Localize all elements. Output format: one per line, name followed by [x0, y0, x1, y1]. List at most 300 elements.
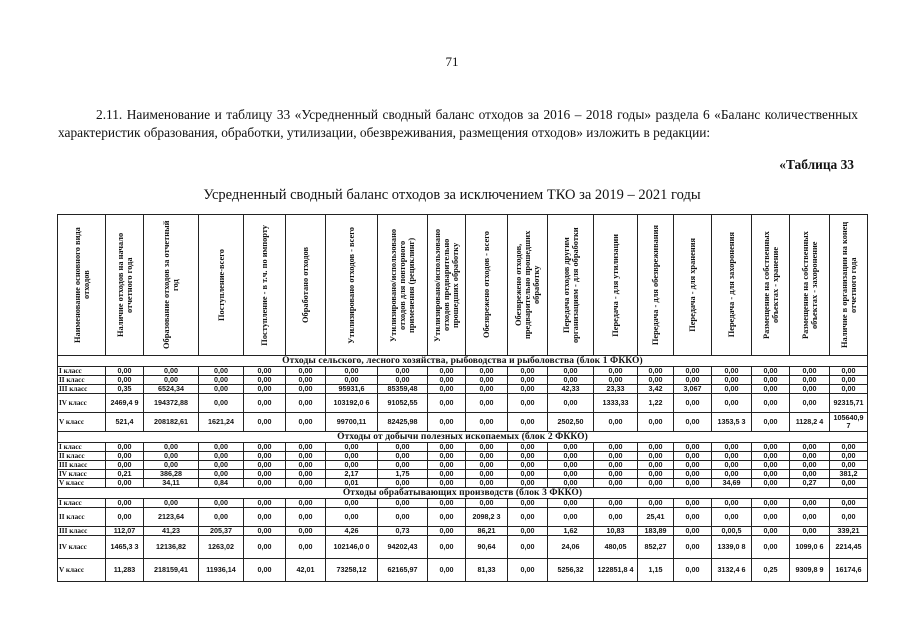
value-cell: 0,01 — [326, 479, 378, 488]
column-header — [199, 215, 244, 356]
table-caption: Усредненный сводный баланс отходов за исключением ТКО за 2019 – 2021 годы — [203, 187, 701, 203]
value-cell: 5256,32 — [548, 559, 594, 582]
value-cell: 0,00 — [790, 527, 830, 536]
value-cell: 0,00 — [466, 461, 508, 470]
value-cell: 2098,2 3 — [466, 508, 508, 527]
column-header — [674, 215, 712, 356]
value-cell: 0,00 — [199, 385, 244, 394]
value-cell: 218159,41 — [144, 559, 199, 582]
column-header — [790, 215, 830, 356]
value-cell: 99700,11 — [326, 413, 378, 432]
value-cell: 0,00 — [548, 470, 594, 479]
value-cell: 0,00 — [674, 367, 712, 376]
waste-balance-table — [57, 214, 868, 582]
value-cell: 2,17 — [326, 470, 378, 479]
value-cell: 0,00 — [144, 452, 199, 461]
value-cell: 0,00 — [594, 413, 638, 432]
value-cell: 0,00 — [752, 470, 790, 479]
value-cell: 0,00 — [326, 499, 378, 508]
value-cell: 0,00 — [548, 508, 594, 527]
header-row — [58, 215, 868, 356]
table-row — [58, 413, 868, 432]
column-header-label: Утилизировано отходов - всего — [347, 226, 356, 344]
hazard-class-cell: I класс — [58, 443, 106, 452]
page-number: 71 — [445, 54, 459, 69]
value-cell: 0,00 — [428, 376, 466, 385]
column-header — [752, 215, 790, 356]
value-cell: 11936,14 — [199, 559, 244, 582]
column-header-label: Передача - для обезвреживания — [651, 224, 660, 346]
value-cell: 0,00 — [712, 394, 752, 413]
value-cell: 0,00 — [244, 508, 286, 527]
column-header-label: Размещение на собственных объектах - хранение — [761, 231, 780, 339]
value-cell: 0,00 — [286, 376, 326, 385]
value-cell: 0,00 — [144, 367, 199, 376]
value-cell: 0,00 — [286, 367, 326, 376]
value-cell: 10,83 — [594, 527, 638, 536]
value-cell: 12136,82 — [144, 536, 199, 559]
hazard-class-cell: III класс — [58, 461, 106, 470]
table-row — [58, 479, 868, 488]
value-cell: 0,00 — [674, 536, 712, 559]
value-cell: 0,00 — [548, 479, 594, 488]
value-cell: 0,00 — [830, 385, 868, 394]
value-cell: 0,00 — [790, 499, 830, 508]
value-cell: 92315,71 — [830, 394, 868, 413]
value-cell: 0,00 — [244, 536, 286, 559]
value-cell: 1621,24 — [199, 413, 244, 432]
value-cell: 0,00 — [638, 461, 674, 470]
value-cell: 0,00 — [830, 479, 868, 488]
value-cell: 0,00 — [428, 499, 466, 508]
value-cell: 0,00 — [244, 385, 286, 394]
value-cell: 0,00 — [712, 367, 752, 376]
column-header — [508, 215, 548, 356]
value-cell: 0,00 — [638, 413, 674, 432]
value-cell: 0,00 — [244, 499, 286, 508]
table-row — [58, 443, 868, 452]
value-cell: 0,00 — [752, 413, 790, 432]
hazard-class-cell: IV класс — [58, 536, 106, 559]
column-header-label: Обезврежено отходов - всего — [482, 231, 491, 339]
value-cell: 0,00 — [594, 443, 638, 452]
value-cell: 0,00 — [244, 394, 286, 413]
value-cell: 0,00 — [286, 413, 326, 432]
value-cell: 0,00 — [199, 443, 244, 452]
value-cell: 0,00 — [548, 376, 594, 385]
value-cell: 0,00 — [830, 452, 868, 461]
column-header-label: Размещение на собственных объектах - захоронение — [800, 231, 819, 339]
value-cell: 0,00 — [199, 376, 244, 385]
value-cell: 0,00 — [428, 443, 466, 452]
value-cell: 0,00 — [752, 376, 790, 385]
column-header — [466, 215, 508, 356]
value-cell: 122851,8 4 — [594, 559, 638, 582]
value-cell: 0,00 — [378, 452, 428, 461]
value-cell: 0,00 — [286, 527, 326, 536]
value-cell: 0,00 — [466, 413, 508, 432]
value-cell: 0,00 — [199, 499, 244, 508]
column-header — [58, 215, 106, 356]
value-cell: 0,00 — [674, 470, 712, 479]
column-header — [106, 215, 144, 356]
hazard-class-cell: IV класс — [58, 394, 106, 413]
hazard-class-cell: II класс — [58, 376, 106, 385]
value-cell: 0,00 — [378, 461, 428, 470]
value-cell: 0,00 — [594, 367, 638, 376]
column-header-label: Передача отходов другим организациям - для обработки — [561, 227, 580, 343]
table-row — [58, 470, 868, 479]
value-cell: 0,00 — [199, 394, 244, 413]
hazard-class-cell: II класс — [58, 508, 106, 527]
column-header — [244, 215, 286, 356]
value-cell: 386,28 — [144, 470, 199, 479]
value-cell: 0,00 — [466, 470, 508, 479]
value-cell: 0,84 — [199, 479, 244, 488]
value-cell: 0,00 — [790, 461, 830, 470]
value-cell: 0,00 — [144, 443, 199, 452]
value-cell: 208182,61 — [144, 413, 199, 432]
value-cell: 103192,0 6 — [326, 394, 378, 413]
value-cell: 0,00 — [286, 443, 326, 452]
value-cell: 0,00 — [199, 470, 244, 479]
value-cell: 0,00 — [378, 479, 428, 488]
value-cell: 0,00 — [144, 376, 199, 385]
value-cell: 1,62 — [548, 527, 594, 536]
value-cell: 0,00 — [508, 470, 548, 479]
value-cell: 42,33 — [548, 385, 594, 394]
value-cell: 0,00 — [752, 385, 790, 394]
amendment-text: 2.11. Наименование и таблицу 33 «Усредненный сводный баланс отходов за 2016 – 2018 годы» раздела 6 «Баланс количественных характеристик образования, обработки, утилизации, обезвреживания, размещения отходов» изложить в редакции: — [58, 107, 858, 140]
value-cell: 0,00 — [638, 470, 674, 479]
column-header — [712, 215, 752, 356]
value-cell: 0,00 — [244, 376, 286, 385]
value-cell: 0,00 — [508, 499, 548, 508]
value-cell: 0,00 — [638, 367, 674, 376]
value-cell: 0,00 — [244, 479, 286, 488]
value-cell: 0,21 — [106, 470, 144, 479]
value-cell: 0,00 — [466, 376, 508, 385]
value-cell: 0,00 — [830, 461, 868, 470]
value-cell: 0,00 — [286, 461, 326, 470]
value-cell: 0,00 — [712, 461, 752, 470]
value-cell: 9309,8 9 — [790, 559, 830, 582]
value-cell: 0,00 — [548, 461, 594, 470]
value-cell: 183,89 — [638, 527, 674, 536]
value-cell: 0,00 — [466, 479, 508, 488]
value-cell: 0,00,5 — [712, 527, 752, 536]
column-header — [378, 215, 428, 356]
value-cell: 0,00 — [286, 452, 326, 461]
value-cell: 0,00 — [428, 385, 466, 394]
value-cell: 25,41 — [638, 508, 674, 527]
table-row — [58, 499, 868, 508]
value-cell: 3132,4 6 — [712, 559, 752, 582]
value-cell: 0,00 — [508, 452, 548, 461]
value-cell: 0,00 — [790, 508, 830, 527]
value-cell: 0,00 — [752, 508, 790, 527]
value-cell: 0,00 — [638, 452, 674, 461]
column-header — [548, 215, 594, 356]
value-cell: 1353,5 3 — [712, 413, 752, 432]
value-cell: 0,00 — [244, 367, 286, 376]
value-cell: 0,00 — [752, 527, 790, 536]
value-cell: 0,00 — [508, 559, 548, 582]
value-cell: 0,00 — [594, 470, 638, 479]
value-cell: 1099,0 6 — [790, 536, 830, 559]
value-cell: 0,00 — [286, 479, 326, 488]
value-cell: 24,06 — [548, 536, 594, 559]
block-header-row — [58, 432, 868, 443]
value-cell: 0,00 — [428, 413, 466, 432]
value-cell: 90,64 — [466, 536, 508, 559]
column-header-label: Образование отходов за отчетный год — [162, 220, 180, 350]
table-row — [58, 527, 868, 536]
column-header — [638, 215, 674, 356]
value-cell: 0,00 — [594, 376, 638, 385]
value-cell: 102146,0 0 — [326, 536, 378, 559]
value-cell: 0,00 — [106, 499, 144, 508]
column-header — [830, 215, 868, 356]
value-cell: 85359,48 — [378, 385, 428, 394]
value-cell: 0,00 — [378, 499, 428, 508]
value-cell: 0,00 — [428, 536, 466, 559]
value-cell: 0,00 — [326, 443, 378, 452]
value-cell: 0,00 — [674, 452, 712, 461]
value-cell: 0,00 — [244, 559, 286, 582]
value-cell: 3,42 — [638, 385, 674, 394]
value-cell: 0,00 — [286, 508, 326, 527]
value-cell: 6524,34 — [144, 385, 199, 394]
block-header-row — [58, 356, 868, 367]
value-cell: 0,00 — [466, 452, 508, 461]
value-cell: 0,00 — [508, 443, 548, 452]
value-cell: 0,00 — [752, 479, 790, 488]
column-header — [144, 215, 199, 356]
value-cell: 0,00 — [752, 536, 790, 559]
value-cell: 0,00 — [326, 508, 378, 527]
value-cell: 0,00 — [244, 413, 286, 432]
column-header-label: Передача - для утилизации — [611, 233, 620, 337]
value-cell: 0,00 — [428, 479, 466, 488]
value-cell: 1,75 — [378, 470, 428, 479]
value-cell: 0,00 — [106, 376, 144, 385]
value-cell: 2502,50 — [548, 413, 594, 432]
value-cell: 0,00 — [244, 443, 286, 452]
column-header-label: Передача - для хранения — [688, 238, 697, 332]
value-cell: 0,00 — [106, 443, 144, 452]
value-cell: 0,00 — [712, 470, 752, 479]
value-cell: 0,00 — [106, 461, 144, 470]
column-header-label: Поступление - в т.ч. по импорту — [260, 224, 269, 346]
value-cell: 0,00 — [790, 376, 830, 385]
value-cell: 0,00 — [508, 367, 548, 376]
value-cell: 0,00 — [638, 479, 674, 488]
value-cell: 0,00 — [378, 376, 428, 385]
value-cell: 0,00 — [286, 470, 326, 479]
value-cell: 0,00 — [326, 461, 378, 470]
column-header-label: Наименование основного вида отходов — [72, 227, 91, 343]
value-cell: 0,00 — [199, 508, 244, 527]
value-cell: 0,00 — [830, 367, 868, 376]
value-cell: 0,00 — [712, 376, 752, 385]
value-cell: 2469,4 9 — [106, 394, 144, 413]
value-cell: 0,00 — [199, 367, 244, 376]
value-cell: 0,00 — [548, 443, 594, 452]
value-cell: 0,00 — [674, 479, 712, 488]
value-cell: 0,00 — [378, 508, 428, 527]
column-header — [428, 215, 466, 356]
value-cell: 0,00 — [752, 394, 790, 413]
value-cell: 339,21 — [830, 527, 868, 536]
table-row — [58, 376, 868, 385]
value-cell: 0,00 — [244, 461, 286, 470]
value-cell: 0,00 — [830, 508, 868, 527]
value-cell: 0,00 — [712, 443, 752, 452]
value-cell: 95931,6 — [326, 385, 378, 394]
table-row — [58, 461, 868, 470]
table-reference: «Таблица 33 — [779, 157, 854, 172]
value-cell: 0,00 — [830, 376, 868, 385]
value-cell: 94202,43 — [378, 536, 428, 559]
table-row — [58, 367, 868, 376]
value-cell: 0,00 — [674, 413, 712, 432]
table-row — [58, 536, 868, 559]
value-cell: 0,00 — [790, 394, 830, 413]
value-cell: 0,00 — [830, 499, 868, 508]
value-cell: 105640,9 7 — [830, 413, 868, 432]
value-cell: 0,00 — [712, 452, 752, 461]
block-header-row — [58, 488, 868, 499]
value-cell: 0,27 — [790, 479, 830, 488]
value-cell: 0,35 — [106, 385, 144, 394]
value-cell: 0,73 — [378, 527, 428, 536]
hazard-class-cell: III класс — [58, 385, 106, 394]
hazard-class-cell: III класс — [58, 527, 106, 536]
value-cell: 0,00 — [674, 559, 712, 582]
value-cell: 0,00 — [790, 470, 830, 479]
value-cell: 852,27 — [638, 536, 674, 559]
value-cell: 0,00 — [790, 367, 830, 376]
value-cell: 0,00 — [638, 499, 674, 508]
column-header-label: Обезврежено отходов, предварительно прошедших обработку — [514, 230, 541, 340]
value-cell: 0,00 — [286, 394, 326, 413]
value-cell: 0,00 — [428, 367, 466, 376]
value-cell: 2123,64 — [144, 508, 199, 527]
value-cell: 0,00 — [790, 385, 830, 394]
value-cell: 0,00 — [674, 527, 712, 536]
value-cell: 0,00 — [428, 559, 466, 582]
hazard-class-cell: I класс — [58, 499, 106, 508]
value-cell: 0,00 — [548, 367, 594, 376]
value-cell: 0,00 — [508, 461, 548, 470]
value-cell: 0,00 — [594, 508, 638, 527]
block-title: Отходы от добычи полезных ископаемых (блок 2 ФККО) — [58, 432, 868, 443]
value-cell: 0,00 — [548, 499, 594, 508]
value-cell: 0,00 — [244, 452, 286, 461]
value-cell: 480,05 — [594, 536, 638, 559]
value-cell: 0,00 — [428, 470, 466, 479]
value-cell: 0,00 — [548, 452, 594, 461]
value-cell: 0,00 — [106, 452, 144, 461]
column-header — [286, 215, 326, 356]
value-cell: 0,00 — [638, 376, 674, 385]
value-cell: 34,11 — [144, 479, 199, 488]
value-cell: 0,00 — [326, 452, 378, 461]
value-cell: 0,00 — [199, 461, 244, 470]
value-cell: 62165,97 — [378, 559, 428, 582]
value-cell: 0,00 — [712, 385, 752, 394]
value-cell: 0,00 — [752, 452, 790, 461]
block-title: Отходы обрабатывающих производств (блок 3 ФККО) — [58, 488, 868, 499]
hazard-class-cell: II класс — [58, 452, 106, 461]
value-cell: 82425,98 — [378, 413, 428, 432]
hazard-class-cell: V класс — [58, 559, 106, 582]
table-row — [58, 385, 868, 394]
table-row — [58, 452, 868, 461]
hazard-class-cell: I класс — [58, 367, 106, 376]
hazard-class-cell: V класс — [58, 413, 106, 432]
value-cell: 2214,45 — [830, 536, 868, 559]
value-cell: 1465,3 3 — [106, 536, 144, 559]
column-header — [594, 215, 638, 356]
value-cell: 0,00 — [790, 452, 830, 461]
value-cell: 0,00 — [466, 385, 508, 394]
value-cell: 0,00 — [466, 394, 508, 413]
column-header-label: Поступление-всего — [216, 249, 226, 321]
value-cell: 81,33 — [466, 559, 508, 582]
value-cell: 0,00 — [752, 461, 790, 470]
value-cell: 0,00 — [428, 394, 466, 413]
value-cell: 1,15 — [638, 559, 674, 582]
value-cell: 0,00 — [378, 443, 428, 452]
column-header-label: Передача - для захоронения — [727, 232, 736, 338]
value-cell: 1,22 — [638, 394, 674, 413]
value-cell: 0,00 — [326, 367, 378, 376]
value-cell: 0,00 — [508, 376, 548, 385]
value-cell: 0,00 — [244, 527, 286, 536]
value-cell: 11,283 — [106, 559, 144, 582]
hazard-class-cell: IV класс — [58, 470, 106, 479]
value-cell: 0,00 — [244, 470, 286, 479]
value-cell: 0,00 — [286, 499, 326, 508]
value-cell: 0,00 — [428, 461, 466, 470]
value-cell: 0,00 — [638, 443, 674, 452]
value-cell: 0,00 — [674, 443, 712, 452]
value-cell: 91052,55 — [378, 394, 428, 413]
value-cell: 0,00 — [594, 452, 638, 461]
value-cell: 0,00 — [428, 527, 466, 536]
value-cell: 0,00 — [428, 452, 466, 461]
value-cell: 42,01 — [286, 559, 326, 582]
value-cell: 0,00 — [752, 443, 790, 452]
column-header — [326, 215, 378, 356]
value-cell: 41,23 — [144, 527, 199, 536]
column-header-label: Наличие в организации на конец отчетного года — [839, 221, 858, 349]
value-cell: 0,00 — [286, 385, 326, 394]
value-cell: 205,37 — [199, 527, 244, 536]
value-cell: 0,00 — [326, 376, 378, 385]
value-cell: 16174,6 — [830, 559, 868, 582]
value-cell: 0,00 — [712, 508, 752, 527]
value-cell: 0,00 — [830, 443, 868, 452]
value-cell: 381,2 — [830, 470, 868, 479]
value-cell: 86,21 — [466, 527, 508, 536]
value-cell: 0,00 — [594, 499, 638, 508]
value-cell: 0,00 — [428, 508, 466, 527]
table-row — [58, 508, 868, 527]
value-cell: 0,00 — [752, 499, 790, 508]
